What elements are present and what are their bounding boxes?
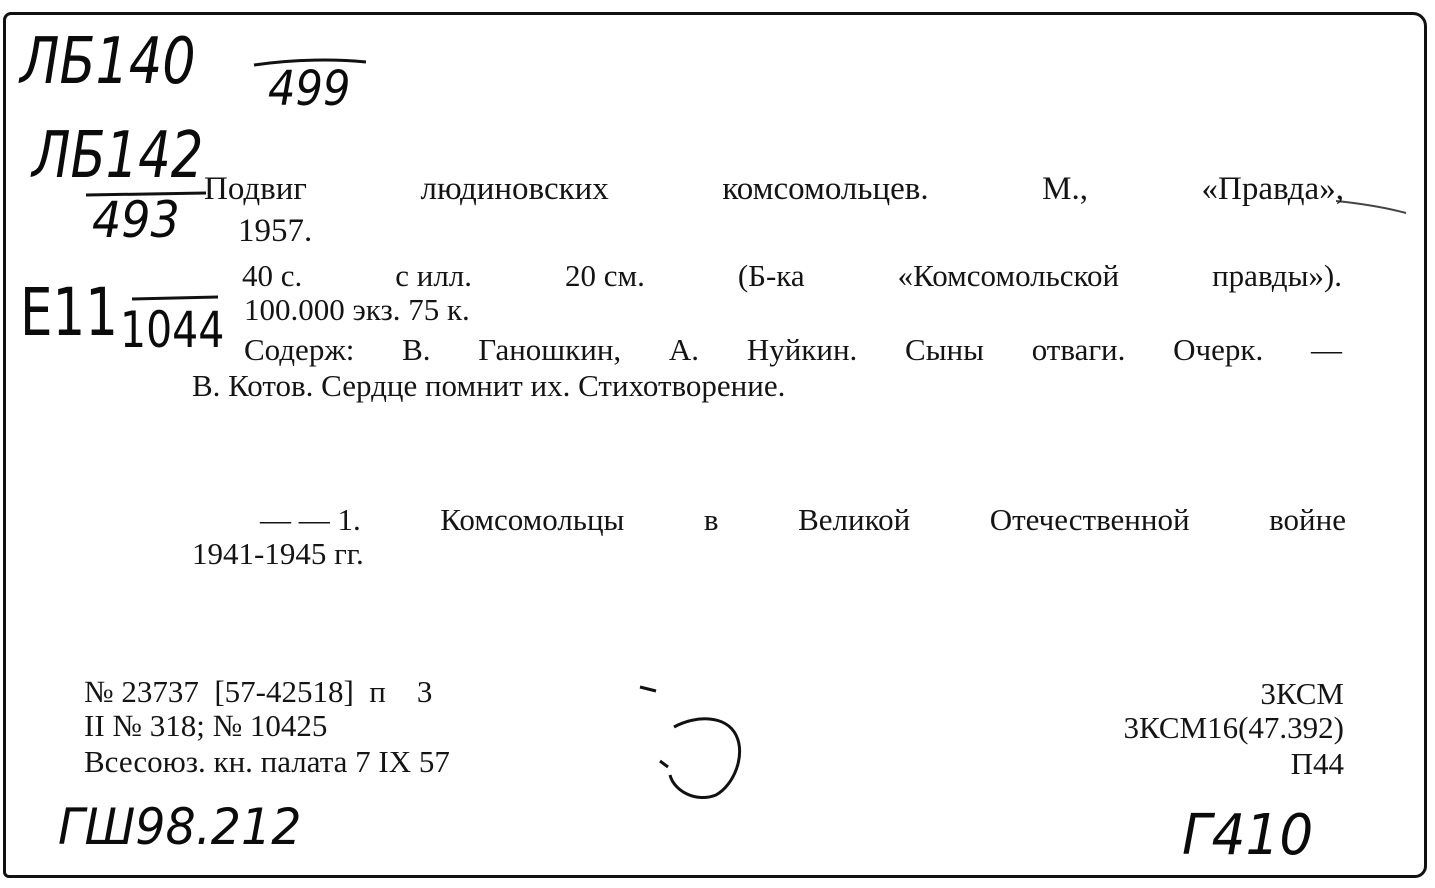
entry-subject-line-2: 1941-1945 гг.	[192, 536, 364, 571]
shelf-mark-3-number: 1044	[120, 301, 225, 359]
contents-word: Очерк.	[1173, 332, 1264, 367]
contents-word: Нуйкин.	[746, 332, 858, 367]
title-word: М.,	[1042, 171, 1088, 207]
description-word: (Б-ка	[737, 258, 805, 293]
classification-line-2: 3КСМ16(47.392)	[1123, 710, 1344, 745]
title-word: комсомольцев.	[722, 171, 929, 207]
bottom-left-handwritten-mark: ГШ98.212	[58, 798, 302, 856]
imprint-line-1: № 23737 [57-42518] п 3	[84, 674, 433, 709]
entry-description-line	[242, 259, 1342, 293]
title-word: «Правда»,	[1201, 171, 1344, 207]
contents-word: А.	[668, 332, 700, 367]
subject-word: Отечественной	[989, 502, 1190, 537]
subject-word: в	[703, 502, 719, 537]
bottom-right-handwritten-mark: Г410	[1182, 803, 1314, 868]
description-word: правды»).	[1212, 258, 1342, 293]
title-word: людиновских	[420, 171, 609, 207]
contents-word: —	[1310, 332, 1342, 367]
entry-subject-line	[260, 503, 1346, 537]
entry-contents-line	[244, 333, 1342, 367]
entry-title-line	[204, 171, 1344, 207]
contents-word: Сыны	[905, 332, 984, 367]
description-word: с илл.	[395, 258, 473, 293]
shelf-mark-2-number: 493	[92, 191, 180, 249]
contents-word: В.	[402, 332, 431, 367]
subject-word: Великой	[798, 502, 911, 537]
classification-line-1: 3КСМ	[1260, 676, 1344, 711]
shelf-mark-2: ЛБ142	[32, 119, 204, 193]
imprint-line-3: Всесоюз. кн. палата 7 IX 57	[84, 744, 450, 779]
subject-word: Комсомольцы	[440, 502, 625, 537]
entry-contents-line-2: В. Котов. Сердце помнит их. Стихотворение.	[192, 368, 786, 403]
contents-word: Ганошкин,	[478, 332, 622, 367]
classification-line-3: П44	[1290, 746, 1344, 781]
imprint-line-2: II № 318; № 10425	[84, 708, 328, 743]
shelf-mark-3: Е11	[20, 274, 119, 351]
catalog-card	[3, 12, 1427, 878]
entry-print-run: 100.000 экз. 75 к.	[244, 292, 470, 327]
description-word: «Комсомольской	[897, 258, 1120, 293]
subject-word: — — 1.	[260, 502, 361, 537]
shelf-mark-1: ЛБ140	[20, 25, 196, 99]
contents-word: отваги.	[1031, 332, 1126, 367]
title-word: Подвиг	[204, 171, 307, 207]
description-word: 40 с.	[242, 258, 303, 293]
shelf-mark-1-number: 499	[268, 61, 351, 117]
entry-year: 1957.	[238, 213, 313, 249]
contents-word: Содерж:	[244, 332, 355, 367]
subject-word: войне	[1269, 502, 1346, 537]
description-word: 20 см.	[565, 258, 645, 293]
